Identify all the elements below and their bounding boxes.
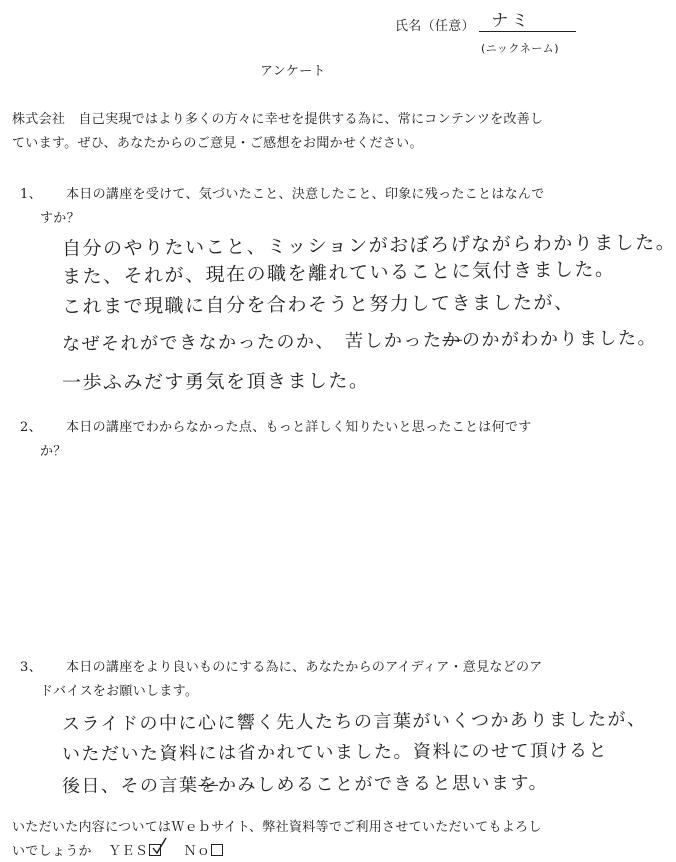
q1-line-1: 本日の講座を受けて、気づいたこと、決意したこと、印象に残ったことはなんで xyxy=(66,187,545,202)
q1-answer-line-2: また、それが、現在の職を離れていることに気付きました。 xyxy=(61,258,616,288)
q1-number: 1、 xyxy=(20,187,42,202)
consent-line-2 xyxy=(12,840,223,859)
q3-answer-line-3a: 後日、その言葉 xyxy=(61,775,199,797)
q1-answer-line-5: 一歩ふみだす勇気を頂きました。 xyxy=(61,369,370,394)
survey-title: アンケート xyxy=(260,64,326,79)
q2-line-2: か？ xyxy=(40,444,67,459)
name-value[interactable]: ナミ xyxy=(479,6,576,32)
check-mark-icon xyxy=(151,837,167,855)
q3-answer-line-1: スライドの中に心に響く先人たちの言葉がいくつかありましたが、 xyxy=(61,708,647,735)
consent-question: いでしょうか xyxy=(12,844,92,859)
q2-answer-area[interactable] xyxy=(40,465,600,645)
q3-line-1: 本日の講座をより良いものにする為に、あなたからのアイディア・意見などのア xyxy=(66,660,543,675)
q2-number: 2、 xyxy=(20,420,42,435)
q1-answer-line-4d: がわかりました。 xyxy=(500,327,658,351)
q3-answer-line-2: いただいた資料には省かれていました。資料にのせて頂けると xyxy=(61,740,609,765)
intro-line-2: ています。ぜひ、あなたからのご意見・ご感想をお聞かせください。 xyxy=(12,136,423,151)
intro-line-1: 株式会社 自己実現ではより多くの方々に幸せを提供する為に、常にコンテンツを改善し xyxy=(12,112,544,127)
q1-line-2: すか？ xyxy=(40,211,80,226)
q3-answer-line-3 xyxy=(62,769,548,798)
nickname-note: (ニックネーム) xyxy=(481,42,560,55)
q3-answer-line-3b: かみしめることができると思います。 xyxy=(217,772,549,796)
yes-label: ＹＥＳ xyxy=(108,844,149,859)
q1-answer-line-4c: のか xyxy=(461,329,502,351)
no-checkbox[interactable] xyxy=(211,844,223,856)
yes-checkbox[interactable] xyxy=(149,844,161,856)
q3-answer-struck: を xyxy=(198,774,219,797)
q1-answer-line-4 xyxy=(62,324,657,356)
no-option[interactable] xyxy=(184,844,224,859)
q3-number: 3、 xyxy=(20,660,42,675)
consent-line-1: いただいた内容についてはＷｅｂサイト、弊社資料等でご利用させていただいてもよろし xyxy=(12,820,542,835)
q3-line-2: ドバイスをお願いします。 xyxy=(40,684,199,699)
q1-answer-line-1: 自分のやりたいこと、ミッションがおぼろげながらわかりました。 xyxy=(61,231,676,260)
q1-answer-line-4a: なぜそれができなかったのか、 xyxy=(61,331,336,355)
q1-answer-struck: か xyxy=(442,329,463,352)
yes-option[interactable] xyxy=(108,844,165,859)
q1-answer-line-4b: 苦しかった xyxy=(344,330,443,353)
q2-line-1: 本日の講座でわからなかった点、もっと詳しく知りたいと思ったことは何です xyxy=(66,420,532,435)
name-field xyxy=(395,10,576,36)
q1-answer-line-3: これまで現職に自分を合わそうと努力してきましたが、 xyxy=(61,291,575,318)
no-label: Ｎｏ xyxy=(183,844,211,859)
name-label: 氏名（任意） xyxy=(395,19,475,34)
